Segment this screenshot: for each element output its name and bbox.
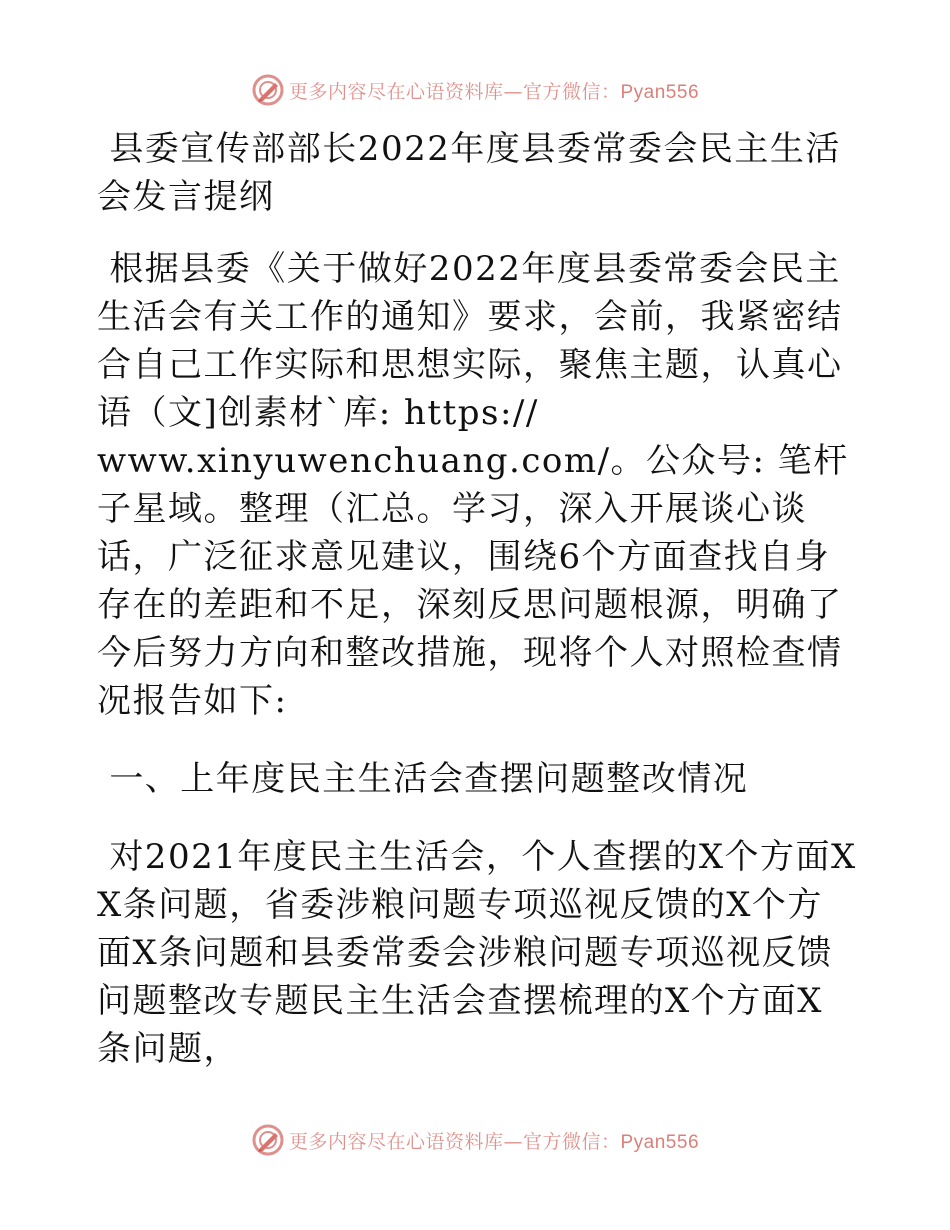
section-paragraph: 对2021年度民主生活会，个人查摆的X个方面XX条问题，省委涉粮问题专项巡视反馈的X个方面X条问题和县委常委会涉粮问题专项巡视反馈问题整改专题民主生活会查摆梳理的X个方面X条问题， (97, 837, 857, 1069)
watermark-text: 更多内容尽在心语资料库—官方微信：Pyan556 (288, 80, 700, 103)
document-body (97, 125, 857, 1073)
section-heading: 一、上年度民主生活会查摆问题整改情况 (97, 759, 749, 799)
intro-paragraph: 根据县委《关于做好2022年度县委常委会民主生活会有关工作的通知》要求，会前，我紧密结合自己工作实际和思想实际，聚焦主题，认真心语（文]创素材`库: https:// www.xinyuwenchuang.com/。公众号: 笔杆子星域。整理（汇总。学习，深入开展谈心谈话，广泛征求意见建议，围绕6个方面查找自身存在的差距和不足，深刻反思问题根源，明确了今后努力方向和整改措施，现将个人对照检查情况报告如下: (97, 249, 849, 721)
footer-watermark (0, 1120, 950, 1160)
pen-logo-icon (251, 73, 285, 107)
wechat-id: Pyan556 (620, 1131, 700, 1153)
header-watermark (0, 70, 950, 110)
watermark-text: 更多内容尽在心语资料库—官方微信：Pyan556 (288, 1130, 700, 1153)
document-title: 县委宣传部部长2022年度县委常委会民主生活会发言提纲 (97, 129, 841, 217)
pen-logo-icon (251, 1123, 285, 1157)
wechat-id: Pyan556 (620, 81, 700, 103)
